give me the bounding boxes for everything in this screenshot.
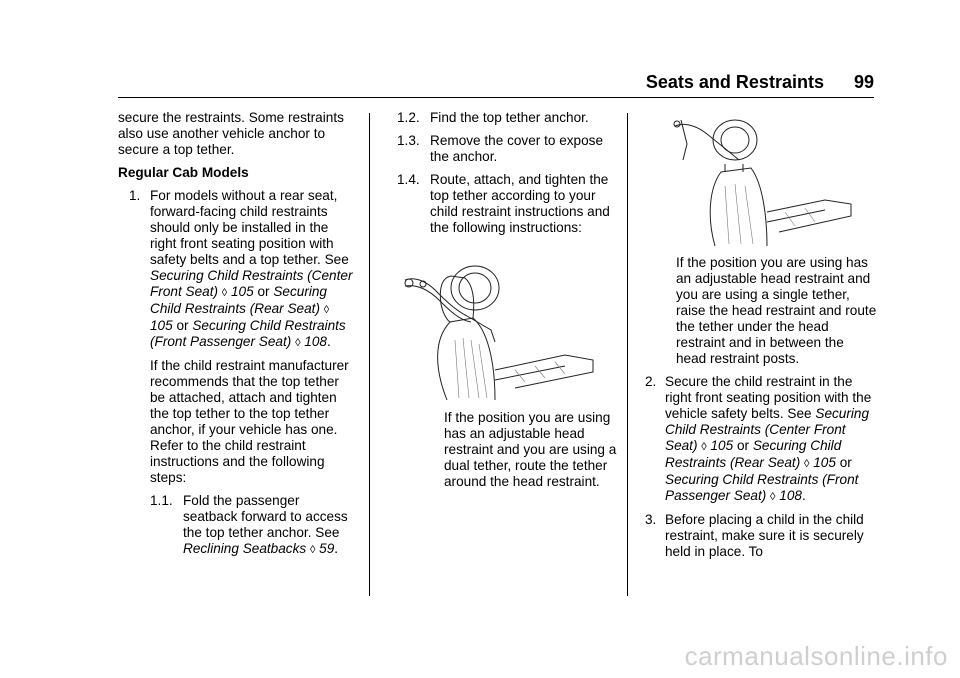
- list-number: 1.1.: [150, 493, 173, 508]
- item-text: For models without a rear seat, forward-facing child restraints should only be installed in the right front seating position with safety belts and a top tether. See: [150, 188, 349, 267]
- sub-item-1-4: [388, 172, 618, 236]
- list-item-2: [645, 374, 877, 505]
- link-securing-center[interactable]: Securing Child Restraints (Center Front Seat): [150, 268, 353, 299]
- list-text: [150, 188, 354, 351]
- list-number: 1.3.: [397, 133, 420, 148]
- column-3: [645, 255, 877, 567]
- list-text: Remove the cover to expose the anchor.: [430, 133, 604, 164]
- list-number: 1.2.: [397, 110, 420, 125]
- or-text: or: [839, 455, 852, 470]
- link-securing-front-passenger[interactable]: Securing Child Restraints (Front Passenger Seat): [150, 318, 346, 349]
- list-number: 3.: [645, 512, 657, 527]
- list-text: Before placing a child in the child restraint, make sure it is securely held in place. To: [665, 512, 864, 559]
- single-tether-illustration: [655, 108, 855, 246]
- header-rule: [118, 97, 874, 98]
- column-divider-1: [369, 113, 370, 596]
- column-2: [388, 110, 618, 243]
- single-tether-caption: If the position you are using has an adjustable head restraint and you are using a single tether, raise the head restraint and route the tether under the head restraint and in between the head restraint posts.: [676, 255, 877, 366]
- page-link[interactable]: 105: [813, 455, 836, 470]
- section-title: Seats and Restraints: [645, 72, 824, 92]
- page-ref-icon: ◊: [770, 491, 776, 503]
- sub-item-1-3: [388, 133, 618, 165]
- item-text: Fold the passenger seatback forward to access the top tether anchor. See: [183, 493, 348, 540]
- watermark: carmanualsonline.info: [684, 641, 948, 671]
- link-securing-rear[interactable]: Securing Child Restraints (Rear Seat): [150, 284, 327, 316]
- list-number: 1.4.: [397, 172, 420, 187]
- link-securing-center[interactable]: Securing Child Restraints (Center Front Seat): [665, 406, 870, 453]
- period: .: [326, 334, 331, 349]
- sub-item-1-1: [118, 493, 354, 558]
- page-ref-icon: ◊: [295, 337, 301, 349]
- tether-paragraph: If the child restraint manufacturer recommends that the top tether be attached, attach and tighten the top tether to the top tether anchor, if your vehicle has one. Refer to the child restraint instructions and the following steps:: [150, 358, 349, 485]
- page-ref-icon: ◊: [323, 304, 330, 316]
- page-link[interactable]: 105: [231, 284, 254, 299]
- list-text: Find the top tether anchor.: [430, 110, 589, 125]
- list-number: 1.: [129, 188, 141, 203]
- page-link[interactable]: 105: [150, 318, 173, 333]
- page-ref-icon: ◊: [804, 458, 810, 470]
- item-text: Secure the child restraint in the right front seating position with the vehicle safety belts. See: [665, 374, 872, 421]
- page-link[interactable]: 108: [779, 488, 802, 503]
- list-text: [183, 493, 354, 558]
- dual-tether-caption: If the position you are using has an adjustable head restraint and you are using a dual tether, route the tether around the head restraint.: [444, 410, 617, 489]
- page-number: 99: [853, 72, 874, 92]
- page-ref-icon: ◊: [309, 544, 316, 556]
- list-text: Route, attach, and tighten the top tether according to your child restraint instructions and the following instructions:: [430, 172, 610, 235]
- sub-item-1-2: [388, 110, 618, 126]
- section-heading: Regular Cab Models: [118, 165, 249, 180]
- or-text: or: [257, 284, 270, 299]
- page-link[interactable]: 59: [319, 541, 335, 556]
- list-item-1: [118, 188, 354, 351]
- dual-tether-illustration: [395, 260, 600, 400]
- page-ref-icon: ◊: [701, 441, 707, 453]
- page-header: [646, 72, 874, 93]
- link-securing-front-passenger[interactable]: Securing Child Restraints (Front Passenger Seat): [665, 472, 859, 503]
- period: .: [801, 488, 806, 503]
- intro-paragraph: secure the restraints. Some restraints also use another vehicle anchor to secure a top tether.: [118, 110, 344, 157]
- period: .: [334, 541, 339, 556]
- column-1: [118, 110, 354, 565]
- list-item-3: [645, 512, 877, 560]
- column-divider-2: [627, 113, 628, 596]
- list-text: [665, 374, 877, 505]
- or-text: or: [176, 318, 189, 333]
- page-link[interactable]: 105: [710, 438, 734, 453]
- link-securing-rear[interactable]: Securing Child Restraints (Rear Seat): [665, 438, 842, 470]
- page-ref-icon: ◊: [221, 287, 228, 299]
- list-number: 2.: [645, 374, 657, 389]
- page-link[interactable]: 108: [304, 334, 327, 349]
- or-text: or: [736, 438, 750, 453]
- link-reclining-seatbacks[interactable]: Reclining Seatbacks: [183, 541, 307, 556]
